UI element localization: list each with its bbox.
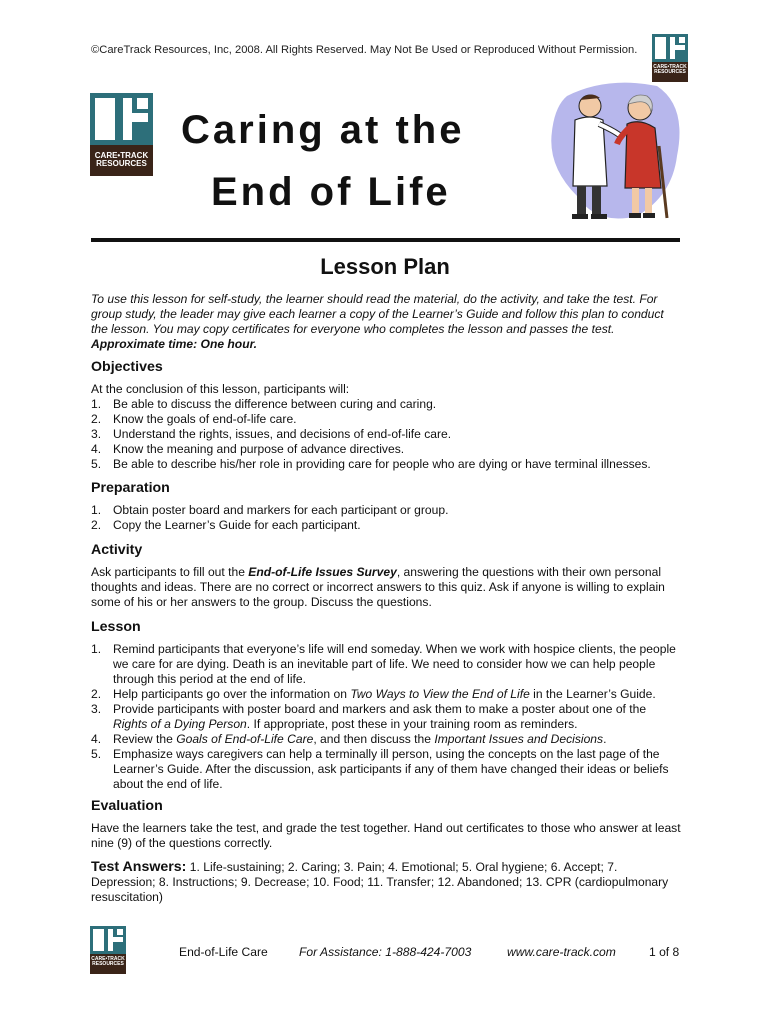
footer-page-number: 1 of 8 [649,945,680,959]
evaluation-heading: Evaluation [91,798,163,814]
caretrack-logo-large [90,93,153,176]
list-item: 4. Know the meaning and purpose of advance directives. [91,442,405,456]
caretrack-logo-footer [90,926,126,974]
logo-mark-icon [652,34,688,62]
copyright-notice: ©CareTrack Resources, Inc, 2008. All Rights Reserved. May Not Be Used or Reproduced Without Permission. [91,44,638,56]
approximate-time: Approximate time: One hour. [91,337,257,351]
logo-mark-icon [90,926,126,954]
title-line1: Caring at the [181,108,465,152]
footer-assistance-phone: For Assistance: 1-888-424-7003 [299,945,472,959]
lesson-plan-heading: Lesson Plan [320,254,450,279]
list-item: 3. Provide participants with poster board and markers and ask them to make a poster about one of the Rights of a Dying Person. If appropriate, post these in your training room as reminders. [91,702,647,731]
list-item: 2. Know the goals of end-of-life care. [91,412,297,426]
logo-text-line2: RESOURCES [92,961,124,968]
objectives-lead: At the conclusion of this lesson, participants will: [91,382,350,396]
logo-text-line2: RESOURCES [654,69,686,76]
logo-text-line1: CARE•TRACK [653,64,687,70]
test-answers-text: 1. Life-sustaining; 2. Caring; 3. Pain; 4. Emotional; 5. Oral hygiene; 6. Accept; 7. Depression; 8. Instructions; 9. Decrease; 10. Food; 11. Transfer; 12. Abandoned; 13. CPR (cardiopulmonary resuscitation) [91,860,669,904]
title-line2: End of Life [211,170,451,214]
logo-text-line1: CARE•TRACK [91,956,125,962]
list-item: 1. Obtain poster board and markers for each participant or group. [91,503,449,517]
logo-mark-icon [90,93,153,145]
objectives-heading: Objectives [91,359,163,375]
survey-title: End-of-Life Issues Survey [248,565,397,579]
preparation-heading: Preparation [91,480,170,496]
intro-text: To use this lesson for self-study, the learner should read the material, do the activity, and take the test. For group study, the leader may give each learner a copy of the Learner’s Guide and follow this plan to conduct the lesson. You may copy certificates for everyone who completes the lesson and passes the test. [91,292,664,336]
doctor-helping-elderly-woman-illustration [537,76,687,236]
preparation-list [91,503,683,533]
activity-paragraph: Ask participants to fill out the End-of-Life Issues Survey, answering the questions with their own personal thoughts and ideas. There are no correct or incorrect answers to this quiz. Ask if anyone is willing to explain some of his or her answers to the group. Discuss the questions. [91,565,665,609]
intro-paragraph [91,292,681,352]
test-answers-label: Test Answers: [91,859,187,875]
list-item: 2. Help participants go over the information on Two Ways to View the End of Life in the Learner’s Guide. [91,687,656,701]
lesson-list [91,642,683,792]
list-item: 1. Remind participants that everyone’s life will end someday. When we work with hospice clients, the people we care for are dying. Death is an inevitable part of life. We need to consider how we can help people through this period at the end of life. [91,642,676,686]
list-item: 4. Review the Goals of End-of-Life Care, and then discuss the Important Issues and Decisions. [91,732,607,746]
lesson-heading: Lesson [91,619,141,635]
list-item: 1. Be able to discuss the difference between curing and caring. [91,397,437,411]
objectives-list [91,397,683,472]
caretrack-logo-small [652,34,688,82]
logo-text-line2: RESOURCES [96,159,147,169]
list-item: 5. Emphasize ways caregivers can help a terminally ill person, using the concepts on the last page of the Learner’s Guide. After the discussion, ask participants if any of them have changed their ideas or beliefs about the end of life. [91,747,669,791]
evaluation-paragraph: Have the learners take the test, and grade the test together. Hand out certificates to those who answer at least nine (9) of the questions correctly. [91,821,681,850]
test-answers [91,860,683,905]
footer-website-link[interactable]: www.care-track.com [507,945,616,959]
activity-heading: Activity [91,542,143,558]
footer-module-name: End-of-Life Care [179,945,268,959]
list-item: 2. Copy the Learner’s Guide for each participant. [91,518,361,532]
title-divider [91,238,680,242]
list-item: 5. Be able to describe his/her role in providing care for people who are dying or have terminal illnesses. [91,457,651,471]
list-item: 3. Understand the rights, issues, and decisions of end-of-life care. [91,427,452,441]
logo-text-line1: CARE•TRACK [94,151,149,160]
